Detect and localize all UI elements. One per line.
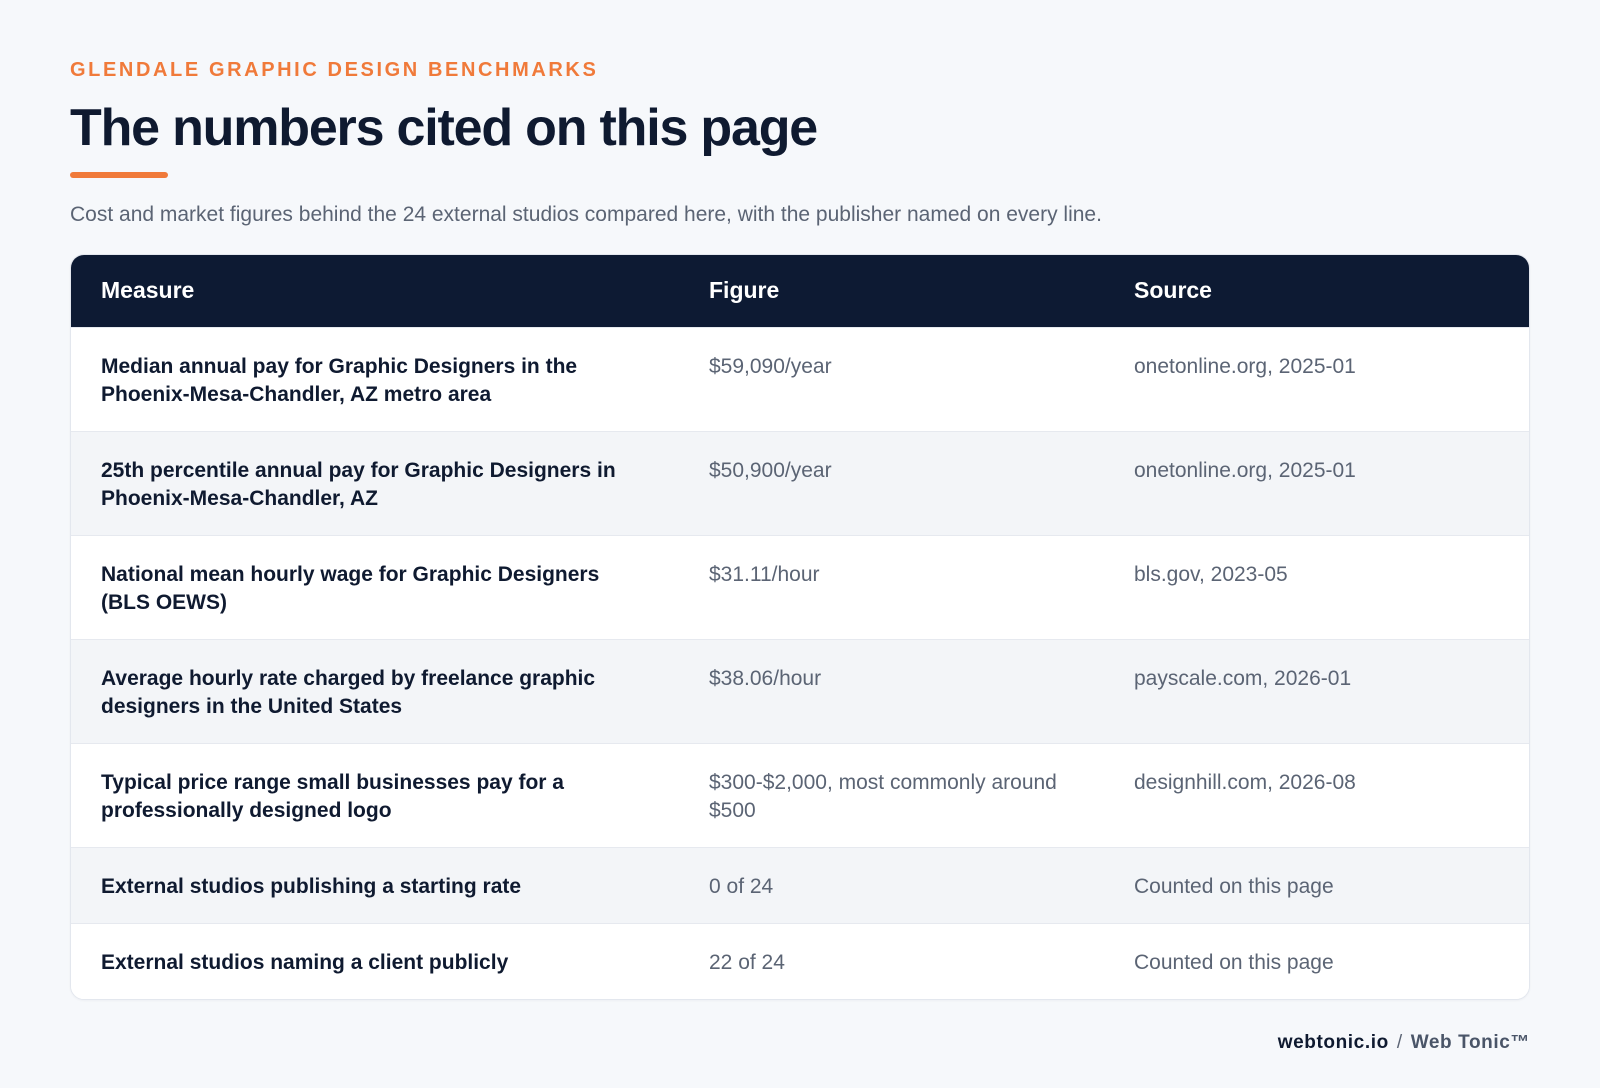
cell-source: Counted on this page: [1134, 874, 1334, 898]
benchmarks-table: [71, 255, 1529, 999]
table-row: [71, 923, 1529, 999]
cell-figure: $50,900/year: [709, 458, 832, 482]
cell-measure: Average hourly rate charged by freelance graphic designers in the United States: [101, 666, 596, 718]
page-subtitle: Cost and market figures behind the 24 external studios compared here, with the publisher named on every line.: [70, 203, 1102, 226]
table-row: [71, 743, 1529, 847]
footer-domain: webtonic.io: [1277, 1032, 1389, 1053]
table-header-row: [71, 255, 1529, 327]
eyebrow-label: GLENDALE GRAPHIC DESIGN BENCHMARKS: [70, 59, 599, 81]
cell-figure: $31.11/hour: [709, 562, 820, 586]
footer-attribution: [1278, 1031, 1530, 1055]
cell-source: payscale.com, 2026-01: [1134, 666, 1352, 690]
table-body: [71, 327, 1529, 999]
cell-measure: Median annual pay for Graphic Designers in the Phoenix-Mesa-Chandler, AZ metro area: [101, 354, 578, 406]
table-header: [71, 255, 1529, 327]
cell-measure: External studios publishing a starting rate: [101, 874, 522, 898]
title-accent-rule: [70, 172, 168, 178]
column-header-source: Source: [1134, 277, 1212, 304]
cell-measure: Typical price range small businesses pay for a professionally designed logo: [101, 770, 564, 822]
cell-source: Counted on this page: [1134, 950, 1334, 974]
cell-source: bls.gov, 2023-05: [1134, 562, 1288, 586]
footer-brand: Web Tonic™: [1410, 1032, 1530, 1053]
cell-figure: 0 of 24: [709, 874, 774, 898]
column-header-measure: Measure: [101, 277, 195, 304]
cell-measure: 25th percentile annual pay for Graphic Designers in Phoenix-Mesa-Chandler, AZ: [101, 458, 616, 510]
cell-figure: $38.06/hour: [709, 666, 822, 690]
benchmarks-table-card: [70, 254, 1530, 1000]
page-title: The numbers cited on this page: [70, 99, 817, 157]
cell-figure: 22 of 24: [709, 950, 785, 974]
cell-measure: External studios naming a client publicly: [101, 950, 509, 974]
column-header-figure: Figure: [709, 277, 780, 304]
cell-source: designhill.com, 2026-08: [1134, 770, 1356, 794]
cell-measure: National mean hourly wage for Graphic Designers (BLS OEWS): [101, 562, 600, 614]
table-row: [71, 535, 1529, 639]
table-row: [71, 327, 1529, 431]
cell-source: onetonline.org, 2025-01: [1134, 354, 1356, 378]
cell-figure: $300-$2,000, most commonly around $500: [709, 770, 1057, 822]
table-row: [71, 431, 1529, 535]
footer-separator: /: [1396, 1032, 1403, 1053]
cell-figure: $59,090/year: [709, 354, 832, 378]
table-row: [71, 639, 1529, 743]
cell-source: onetonline.org, 2025-01: [1134, 458, 1356, 482]
table-row: [71, 847, 1529, 923]
